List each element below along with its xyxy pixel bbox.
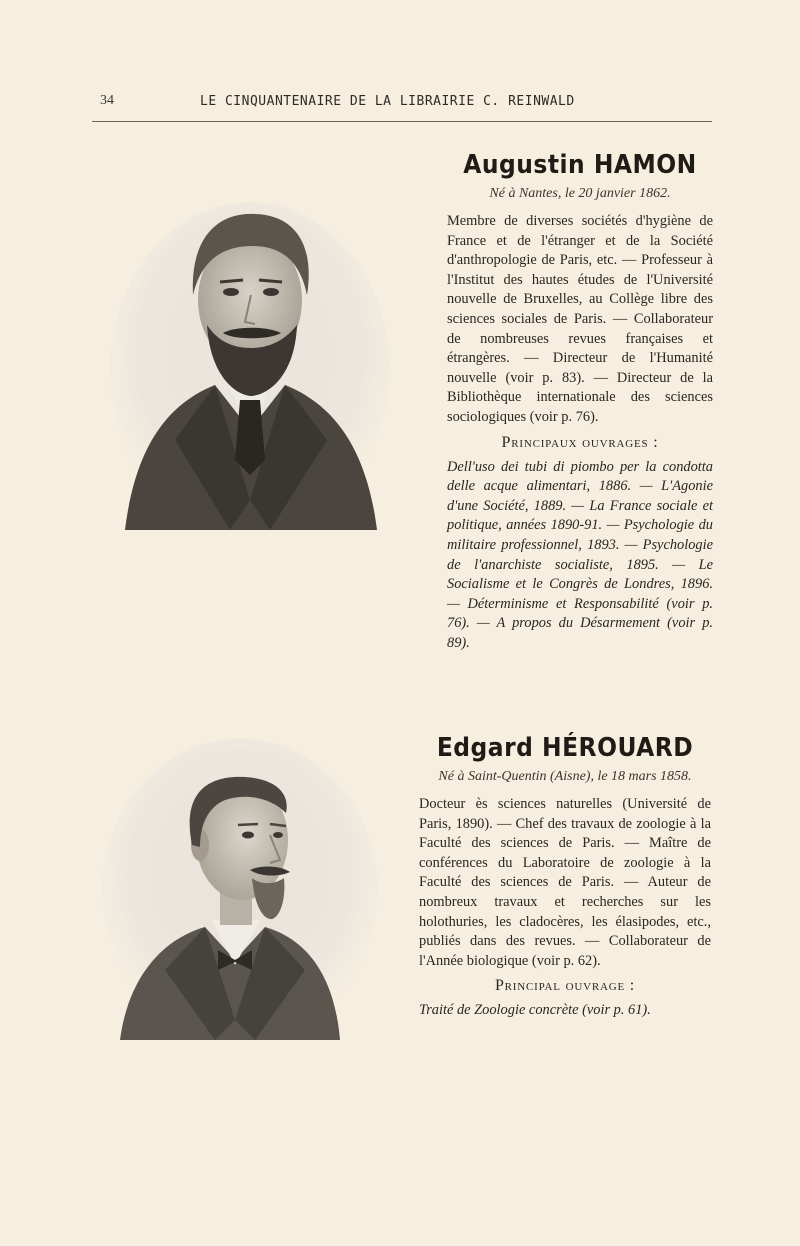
portrait-hamon: [105, 200, 395, 540]
birth-info: Né à Saint-Quentin (Aisne), le 18 mars 1858.: [438, 769, 692, 784]
works-heading: Principal ouvrage :: [494, 977, 636, 995]
entry-name: Edgard HÉROUARD: [436, 733, 694, 763]
entry-hamon: [447, 150, 713, 653]
biography-text: Docteur ès sciences naturelles (Université de Paris, 1890). — Chef des travaux de zoologie à la Faculté des sciences de Paris. — Maître de conférences du Laboratoire de zoologie à la Faculté des sciences de Paris. — Auteur de nombreux travaux et recherches sur les holothuries, les cladocères, les élasipodes, etc., publiés dans des revues. — Collaborateur de l'Année biologique (voir p. 62).: [419, 796, 711, 969]
portrait-herouard: [100, 735, 390, 1045]
page-number: 34: [100, 93, 114, 108]
running-title: LE CINQUANTENAIRE DE LA LIBRAIRIE C. REINWALD: [200, 94, 575, 109]
works-list: Traité de Zoologie concrète (voir p. 61).: [419, 1002, 651, 1019]
entry-herouard: [419, 733, 711, 1021]
works-list: Dell'uso dei tubi di piombo per la condotta delle acque alimentari, 1886. — L'Agonie d'une Société, 1889. — La France sociale et politique, années 1890-91. — Psychologie du militaire professionnel, 1893. — Psychologie de l'anarchiste socialiste, 1895. — Le Socialisme et le Congrès de Londres, 1896. — Déterminisme et Responsabilité (voir p. 76). — A propos du Désarmement (voir p. 89).: [447, 458, 713, 651]
entry-name: Augustin HAMON: [463, 150, 697, 180]
birth-info: Né à Nantes, le 20 janvier 1862.: [489, 186, 671, 201]
works-heading: Principaux ouvrages :: [501, 433, 659, 451]
header-rule: [92, 121, 712, 122]
biography-text: Membre de diverses sociétés d'hygiène de France et de l'étranger et de la Société d'anthropologie de Paris, etc. — Professeur à l'Institut des hautes études de l'Université nouvelle de Bruxelles, au Collège libre des sciences sociales de Paris. — Collaborateur de nombreuses revues françaises et étrangères. — Directeur de l'Humanité nouvelle (voir p. 83). — Directeur de la Bibliothèque internationale des sciences sociologiques (voir p. 76).: [447, 213, 713, 425]
